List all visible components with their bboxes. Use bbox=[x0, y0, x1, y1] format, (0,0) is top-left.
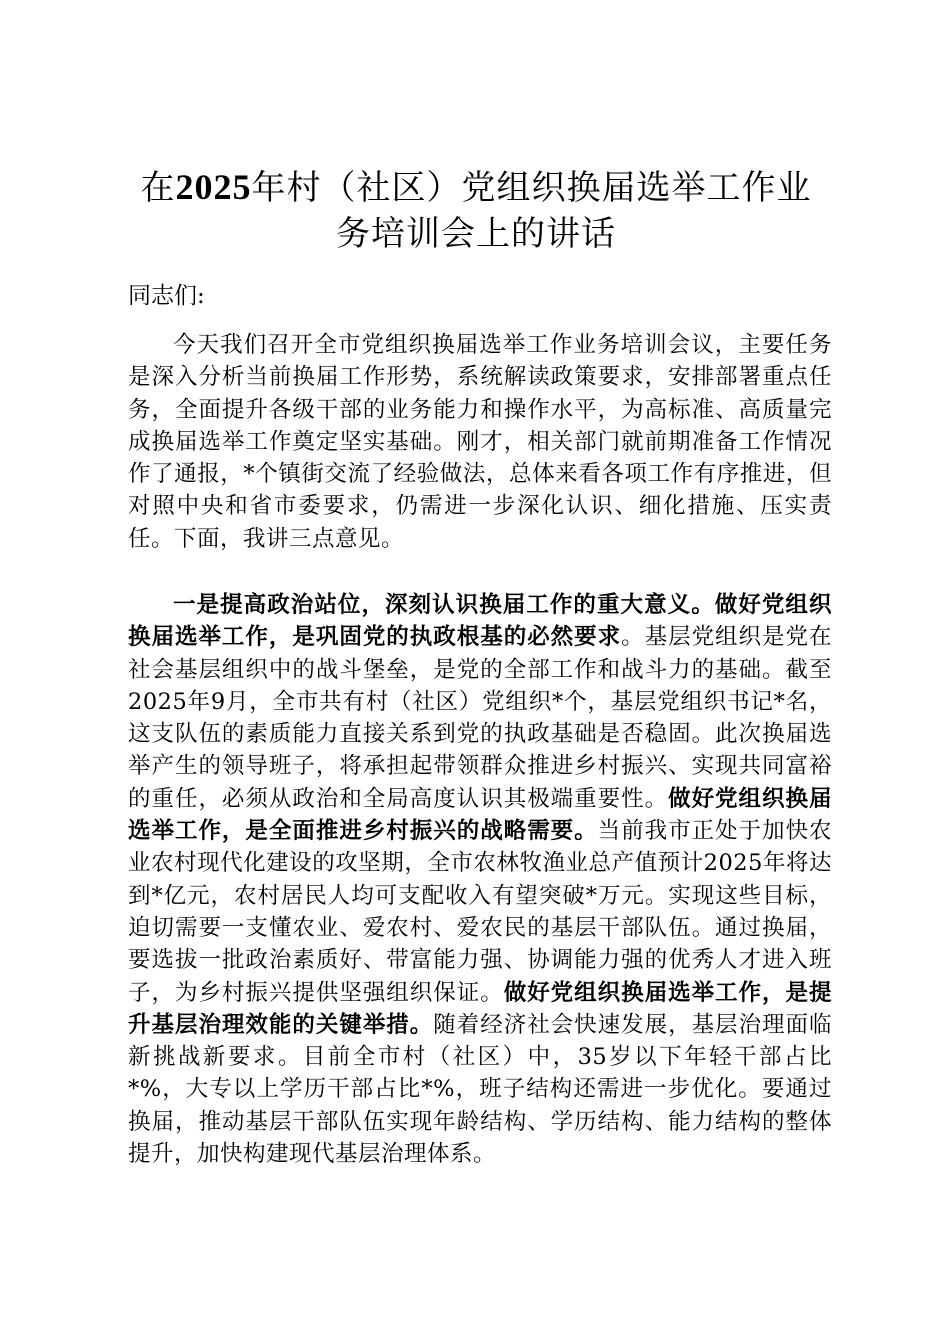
point-one-heading: 一是提高政治站位，深刻认识换届工作的重大意义。做好党组织换届选举工作，是巩固党的执政根基的必然要求 bbox=[128, 592, 832, 651]
point-one-text-1: 。基层党组织是党在社会基层组织中的战斗堡垒，是党的全部工作和战斗力的基础。截至2025年9月，全市共有村（社区）党组织*个，基层党组织书记*名，这支队伍的素质能力直接关系到党的执政基础是否稳固。此次换届选举产生的领导班子，将承担起带领群众推进乡村振兴、实现共同富裕的重任，必须从政治和全局高度认识其极端重要性。 bbox=[128, 624, 832, 812]
point-one-text-2: 当前我市正处于加快农业农村现代化建设的攻坚期，全市农林牧渔业总产值预计2025年将达到*亿元，农村居民人均可支配收入有望突破*万元。实现这些目标，迫切需要一支懂农业、爱农村、爱农民的基层干部队伍。通过换届，要选拔一批政治素质好、带富能力强、协调能力强的优秀人才进入班子，为乡村振兴提供坚强组织保证。 bbox=[128, 818, 832, 1006]
paragraph-point-one bbox=[128, 589, 832, 1170]
point-one-subheading-2: 做好党组织换届选举工作，是全面推进乡村振兴的战略需要。 bbox=[128, 785, 832, 845]
title-line2: 务培训会上的讲话 bbox=[336, 214, 616, 254]
title-prefix: 在 bbox=[140, 168, 176, 208]
salutation: 同志们: bbox=[128, 283, 205, 309]
point-one-subheading-3: 做好党组织换届选举工作，是提升基层治理效能的关键举措。 bbox=[128, 979, 832, 1038]
title-line1-rest: 年村（社区）党组织换届选举工作业 bbox=[251, 168, 812, 208]
title-year: 2025 bbox=[175, 167, 252, 207]
document-title bbox=[120, 164, 832, 257]
point-one-text-3: 随着经济社会快速发展，基层治理面临新挑战新要求。目前全市村（社区）中，35岁以下年轻干部占比*%，大专以上学历干部占比*%，班子结构还需进一步优化。要通过换届，推动基层干部队伍实现年龄结构、学历结构、能力结构的整体提升，加快构建现代基层治理体系。 bbox=[128, 1011, 832, 1168]
paragraph-intro: 今天我们召开全市党组织换届选举工作业务培训会议，主要任务是深入分析当前换届工作形势，系统解读政策要求，安排部署重点任务，全面提升各级干部的业务能力和操作水平，为高标准、高质量完成换届选举工作奠定坚实基础。刚才，相关部门就前期准备工作情况作了通报，*个镇街交流了经验做法，总体来看各项工作有序推进，但对照中央和省市委要求，仍需进一步深化认识、细化措施、压实责任。下面，我讲三点意见。 bbox=[128, 332, 832, 552]
